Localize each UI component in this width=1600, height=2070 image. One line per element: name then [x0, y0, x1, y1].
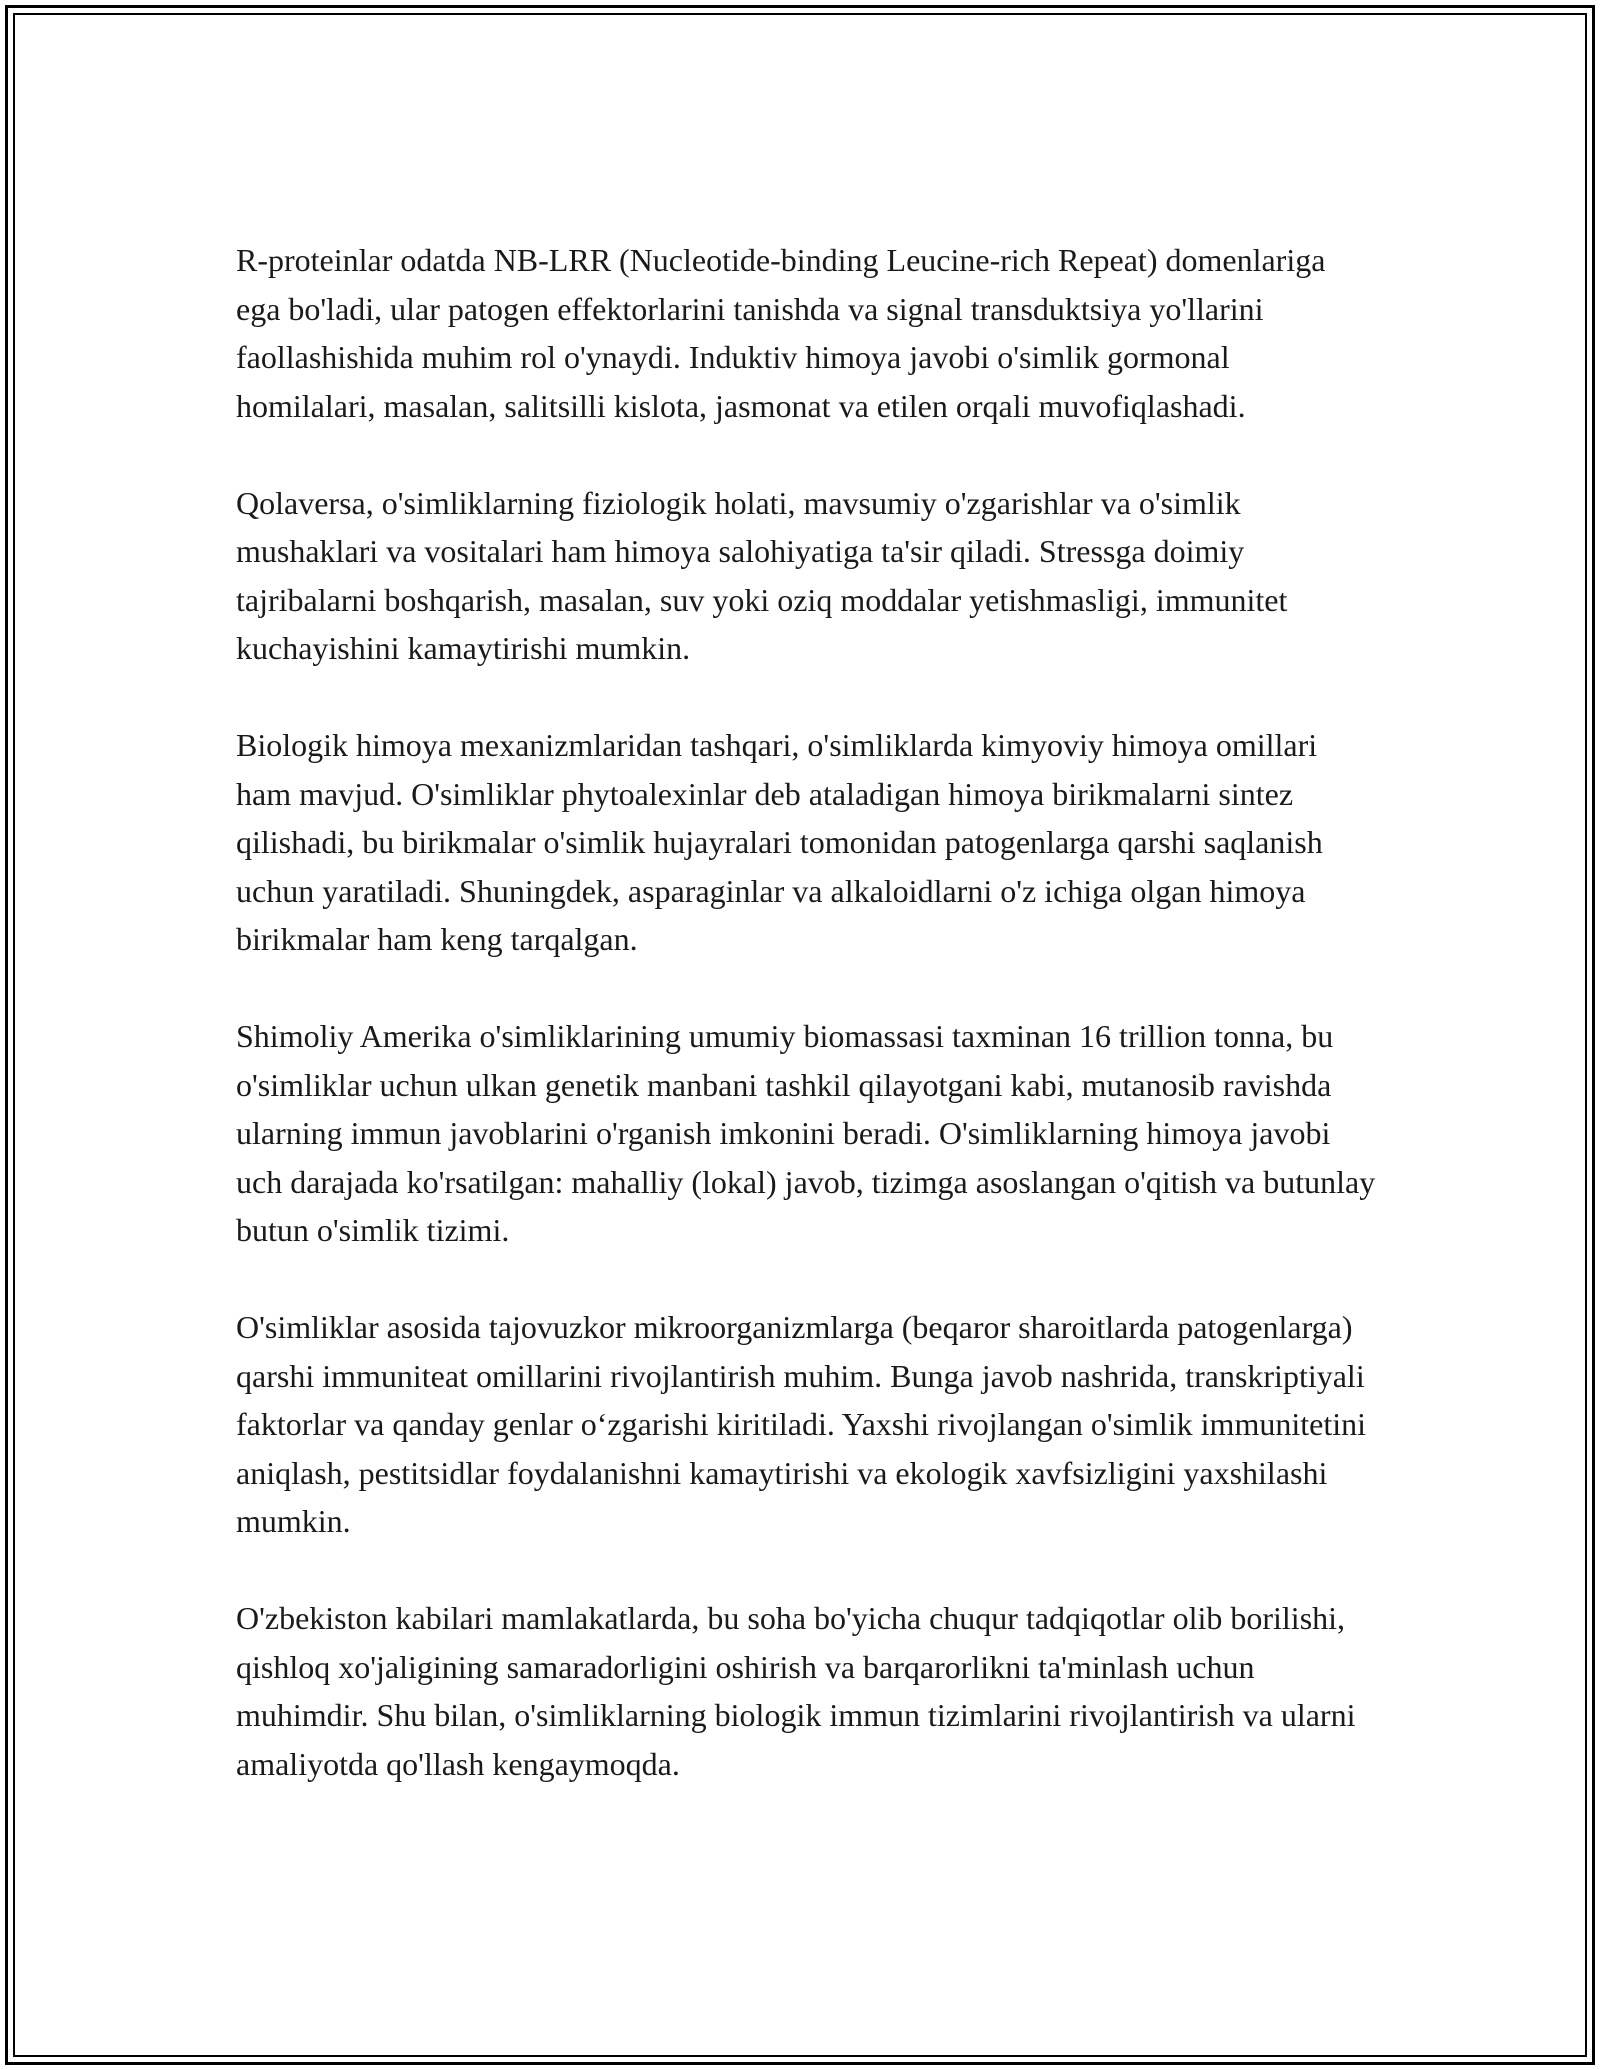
paragraph-2: Qolaversa, o'simliklarning fiziologik holati, mavsumiy o'zgarishlar va o'simlik mushaklari va vositalari ham himoya salohiyatiga ta'sir qiladi. Stressga doimiy tajribalarni boshqarish, masalan, suv yoki oziq moddalar yetishmasligi, immunitet kuchayishini kamaytirishi mumkin. — [236, 484, 1288, 666]
document-body — [236, 236, 1376, 1837]
paragraph-4: Shimoliy Amerika o'simliklarining umumiy biomassasi taxminan 16 trillion tonna, bu o'simliklar uchun ulkan genetik manbani tashkil qilayotgani kabi, mutanosib ravishda ularning immun javoblarini o'rganish imkonini beradi. O'simliklarning himoya javobi uch darajada ko'rsatilgan: mahalliy (lokal) javob, tizimga asoslangan o'qitish va butunlay butun o'simlik tizimi. — [236, 1018, 1376, 1248]
paragraph-6: O'zbekiston kabilari mamlakatlarda, bu soha bo'yicha chuqur tadqiqotlar olib borilishi, qishloq xo'jaligining samaradorligini oshirish va barqarorlikni ta'minlash uchun muhimdir. Shu bilan, o'simliklarning biologik immun tizimlarini rivojlantirish va ularni amaliyotda qo'llash kengaymoqda. — [236, 1600, 1356, 1782]
paragraph-3: Biologik himoya mexanizmlaridan tashqari, o'simliklarda kimyoviy himoya omillari ham mavjud. O'simliklar phytoalexinlar deb ataladigan himoya birikmalarni sintez qilishadi, bu birikmalar o'simlik hujayralari tomonidan patogenlarga qarshi saqlanish uchun yaratiladi. Shuningdek, asparaginlar va alkaloidlarni o'z ichiga olgan himoya birikmalar ham keng tarqalgan. — [236, 727, 1323, 957]
paragraph-5: O'simliklar asosida tajovuzkor mikroorganizmlarga (beqaror sharoitlarda patogenlarga) qarshi immuniteat omillarini rivojlantirish muhim. Bunga javob nashrida, transkriptiyali faktorlar va qanday genlar o‘zgarishi kiritiladi. Yaxshi rivojlangan o'simlik immunitetini aniqlash, pestitsidlar foydalanishni kamaytirishi va ekologik xavfsizligini yaxshilashi mumkin. — [236, 1309, 1366, 1539]
paragraph-1: R-proteinlar odatda NB-LRR (Nucleotide-binding Leucine-rich Repeat) domenlariga ega bo'ladi, ular patogen effektorlarini tanishda va signal transduktsiya yo'llarini faollashishida muhim rol o'ynaydi. Induktiv himoya javobi o'simlik gormonal homilalari, masalan, salitsilli kislota, jasmonat va etilen orqali muvofiqlashadi. — [236, 242, 1326, 424]
